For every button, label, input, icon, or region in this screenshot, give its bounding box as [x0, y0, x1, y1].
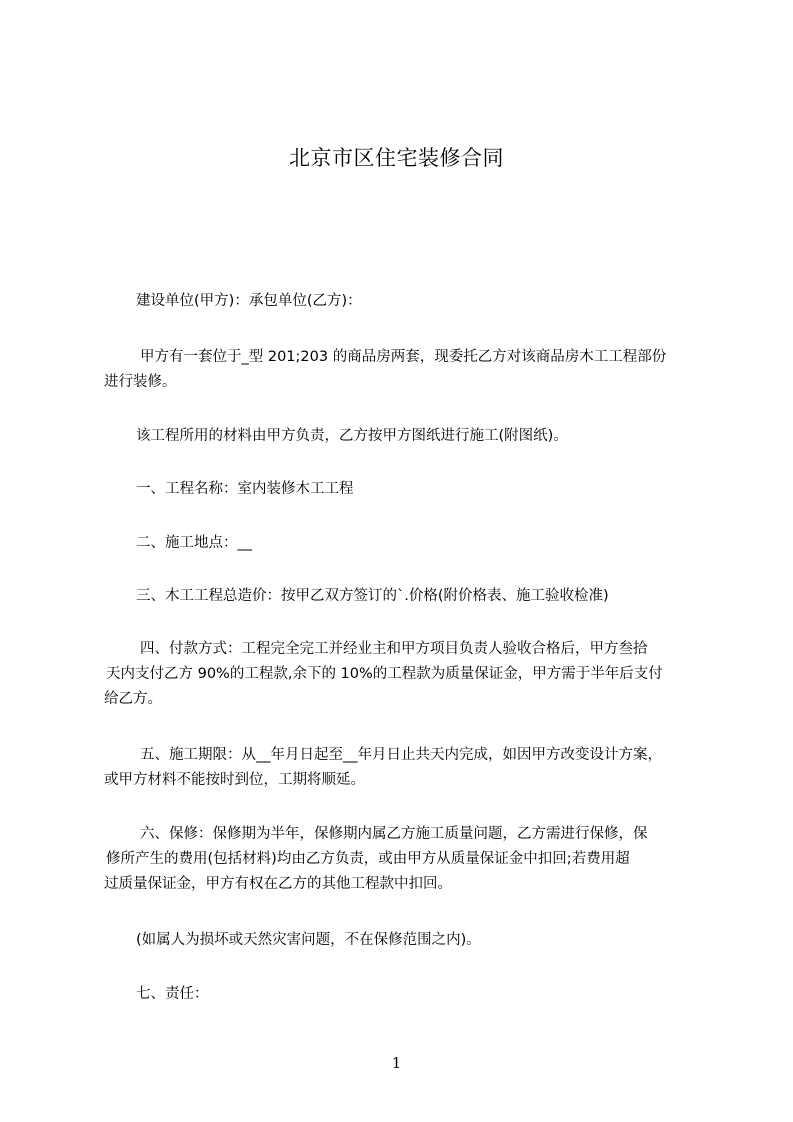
text-line: 五、施工期限：从__年月日起至__年月日止共天内完成，如因甲方改变设计方案， — [140, 747, 662, 763]
paragraph-parties — [104, 289, 704, 314]
text-line: 七、责任： — [136, 986, 209, 1002]
text-line: 甲方有一套位于_型 201;203 的商品房两套，现委托乙方对该商品房木工工程部份 — [140, 349, 667, 365]
clause-responsibility — [104, 982, 704, 1007]
text-line: 一、工程名称：室内装修木工工程 — [136, 481, 354, 497]
text-line: 建设单位(甲方)：承包单位(乙方)： — [136, 293, 362, 309]
text-line: 四、付款方式：工程完全完工并经业主和甲方项目负责人验收合格后，甲方叁拾 — [140, 641, 648, 657]
page-number: 1 — [391, 1054, 402, 1072]
text-line: 进行装修。 — [104, 374, 177, 390]
text-line: (如属人为损坏或天然灾害问题，不在保修范围之内)。 — [136, 932, 481, 948]
text-line: 三、木工工程总造价：按甲乙双方签订的`.价格(附价格表、施工验收检准) — [136, 588, 609, 604]
paragraph-property — [104, 345, 704, 395]
clause-schedule — [104, 743, 704, 793]
clause-total-price — [104, 584, 704, 609]
text-line: 或甲方材料不能按时到位，工期将顺延。 — [104, 772, 365, 788]
clause-warranty — [104, 822, 704, 897]
clause-payment — [104, 637, 704, 712]
text-line: 修所产生的费用(包括材料)均由乙方负责，或由甲方从质量保证金中扣回;若费用超 — [106, 851, 630, 867]
text-line: 给乙方。 — [104, 691, 162, 707]
text-line: 天内支付乙方 90%的工程款,余下的 10%的工程款为质量保证金，甲方需于半年后支付 — [106, 666, 663, 682]
paragraph-materials — [104, 424, 704, 449]
text-line: 六、保修：保修期为半年，保修期内属乙方施工质量问题，乙方需进行保修，保 — [140, 826, 648, 842]
clause-location — [104, 531, 704, 556]
text-line: 过质量保证金，甲方有权在乙方的其他工程款中扣回。 — [104, 876, 452, 892]
warranty-exclusion-note — [104, 928, 704, 953]
text-line: 该工程所用的材料由甲方负责，乙方按甲方图纸进行施工(附图纸)。 — [136, 428, 568, 444]
clause-project-name — [104, 477, 704, 502]
contract-title: 北京市区住宅装修合同 — [289, 146, 504, 170]
text-line: 二、施工地点：__ — [136, 535, 252, 551]
